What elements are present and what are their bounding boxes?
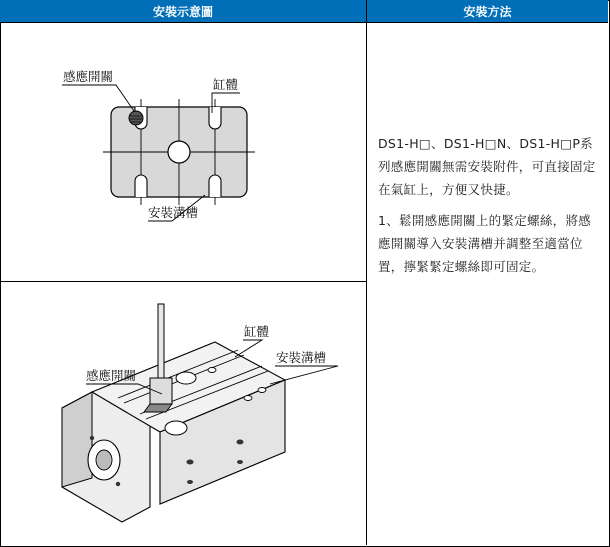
- label-cylinder-body-2: 缸體: [244, 324, 270, 339]
- label-mounting-groove: 安裝溝槽: [148, 205, 199, 220]
- sensor-cable: [158, 304, 164, 382]
- center-hole: [168, 141, 190, 163]
- label-sensor-switch-2: 感應開關: [86, 368, 137, 383]
- label-cylinder-body: 缸體: [213, 77, 239, 92]
- leader-groove-2: [270, 366, 338, 384]
- label-sensor-switch: 感應開關: [63, 69, 114, 84]
- method-paragraph-1: DS1-H□、DS1-H□N、DS1-H□P系列感應開關無需安裝附件，可直接固定在氣缸上，方便又快捷。: [378, 136, 596, 197]
- sensor-switch-body: [150, 378, 172, 404]
- header-installation-diagram: 安裝示意圖: [0, 0, 366, 22]
- leader-cylinder-2: [235, 340, 262, 357]
- slot-notch-top-right: [209, 107, 221, 129]
- header-installation-method: 安裝方法: [367, 0, 608, 22]
- slot-notch-bottom-right: [209, 175, 221, 197]
- installation-method-text: [378, 132, 600, 286]
- column-divider: [366, 0, 367, 545]
- method-paragraph-2: 1、鬆開感應開關上的緊定螺絲，將感應開關導入安裝溝槽并調整至適當位置，擰緊緊定螺絲即可固定。: [378, 213, 592, 274]
- top-view-diagram: [0, 23, 366, 281]
- label-mounting-groove-2: 安裝溝槽: [276, 350, 327, 365]
- slot-notch-bottom-left: [135, 175, 147, 197]
- isometric-diagram: [0, 282, 366, 545]
- sensor-switch: [129, 111, 143, 125]
